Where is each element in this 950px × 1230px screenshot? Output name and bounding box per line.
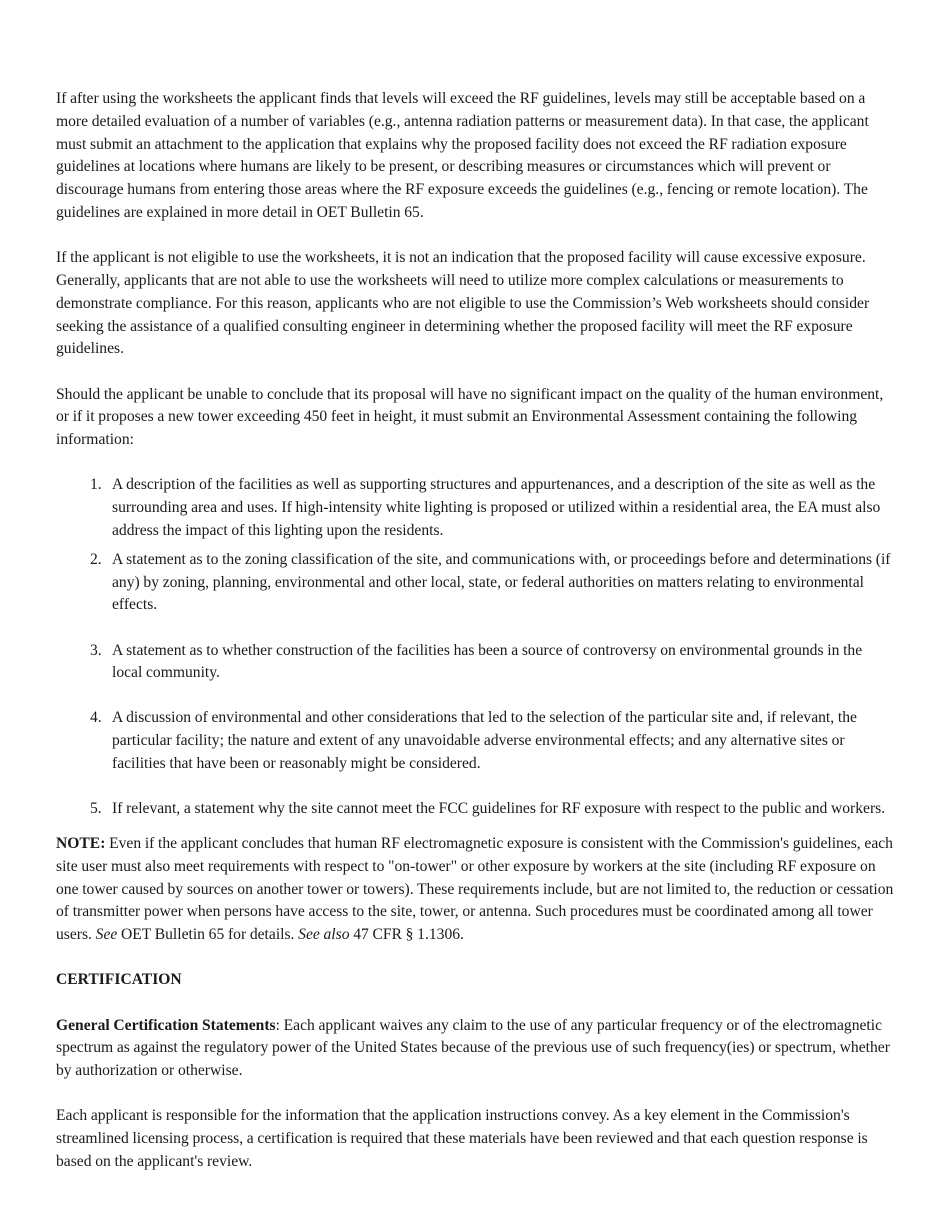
general-certification-paragraph <box>56 1015 894 1083</box>
list-item <box>56 798 894 821</box>
note-see-text: OET Bulletin 65 for details. <box>117 926 299 944</box>
general-certification-label: General Certification Statements <box>56 1016 276 1034</box>
list-item-number: 1. <box>90 476 102 494</box>
list-item-text: A discussion of environmental and other considerations that led to the selection of the particular site and, if relevant, the particular facility; the nature and extent of any unavoidable adverse environmental effects; and any alternative sites or facilities that have been or reasonably might be considered. <box>112 709 857 773</box>
note-body: Even if the applicant concludes that human RF electromagnetic exposure is consistent with the Commission's guidelines, each site user must also meet requirements with respect to "on-tower" or other exposure by workers at the site (including RF exposure on one tower caused by sources on another tower or towers). These requirements include, but are not limited to, the reduction or cessation of transmitter power when persons have access to the site, tower, or antenna. Such procedures must be coordinated among all tower users. <box>56 835 894 944</box>
list-item-number: 2. <box>90 550 102 568</box>
note-see: See <box>95 926 118 944</box>
certification-heading: CERTIFICATION <box>56 971 182 989</box>
list-item <box>56 640 894 686</box>
paragraph-worksheet-eligibility: If the applicant is not eligible to use the worksheets, it is not an indication that the proposed facility will cause excessive exposure. Generally, applicants that are not able to use the worksheets will need to utilize more complex calculations or measurements to demonstrate compliance. For this reason, applicants who are not eligible to use the Commission’s Web worksheets should consider seeking the assistance of a qualified consulting engineer in determining whether the proposed facility will meet the RF exposure guidelines. <box>56 249 870 358</box>
paragraph-environmental-assessment: Should the applicant be unable to conclude that its proposal will have no significant impact on the quality of the human environment, or if it proposes a new tower exceeding 450 feet in height, it must submit an Environmental Assessment containing the following information: <box>56 385 884 449</box>
list-item <box>56 549 894 617</box>
list-item <box>56 707 894 775</box>
note-see-also: See also <box>298 926 350 944</box>
list-item-text: A statement as to the zoning classification of the site, and communications with, or proceedings before and determinations (if any) by zoning, planning, environmental and other local, state, or federal authorities on matters relating to environmental effects. <box>112 550 891 614</box>
list-item-number: 5. <box>90 800 102 818</box>
paragraph-rf-guidelines: If after using the worksheets the applicant finds that levels will exceed the RF guidelines, levels may still be acceptable based on a more detailed evaluation of a number of variables (e.g., antenna radiation patterns or measurement data). In that case, the applicant must submit an attachment to the application that explains why the proposed facility does not exceed the RF radiation exposure guidelines at locations where humans are likely to be present, or describing measures or circumstances which will prevent or discourage humans from entering those areas where the RF exposure exceeds the guidelines (e.g., fencing or remote location). The guidelines are explained in more detail in OET Bulletin 65. <box>56 90 869 221</box>
list-item-number: 3. <box>90 641 102 659</box>
note-see-also-text: 47 CFR § 1.1306. <box>349 926 464 944</box>
general-certification-body: : Each applicant waives any claim to the use of any particular frequency or of the electromagnetic spectrum as against the regulatory power of the United States because of the previous use of such frequency(ies) or spectrum, whether by authorization or otherwise. <box>56 1016 890 1080</box>
list-item-text: If relevant, a statement why the site cannot meet the FCC guidelines for RF exposure with respect to the public and workers. <box>112 800 886 818</box>
note-label: NOTE: <box>56 835 106 853</box>
ea-requirements-list <box>56 474 894 821</box>
list-item-number: 4. <box>90 709 102 727</box>
note-paragraph <box>56 833 894 947</box>
responsibility-paragraph: Each applicant is responsible for the information that the application instructions convey. As a key element in the Commission's streamlined licensing process, a certification is required that these materials have been reviewed and that each question response is based on the applicant's review. <box>56 1107 868 1170</box>
list-item-text: A statement as to whether construction of the facilities has been a source of controversy on environmental grounds in the local community. <box>112 641 863 682</box>
list-item-text: A description of the facilities as well as supporting structures and appurtenances, and a description of the site as well as the surrounding area and uses. If high-intensity white lighting is proposed or utilized within a residential area, the EA must also address the impact of this lighting upon the residents. <box>112 476 881 539</box>
list-item <box>56 474 894 542</box>
